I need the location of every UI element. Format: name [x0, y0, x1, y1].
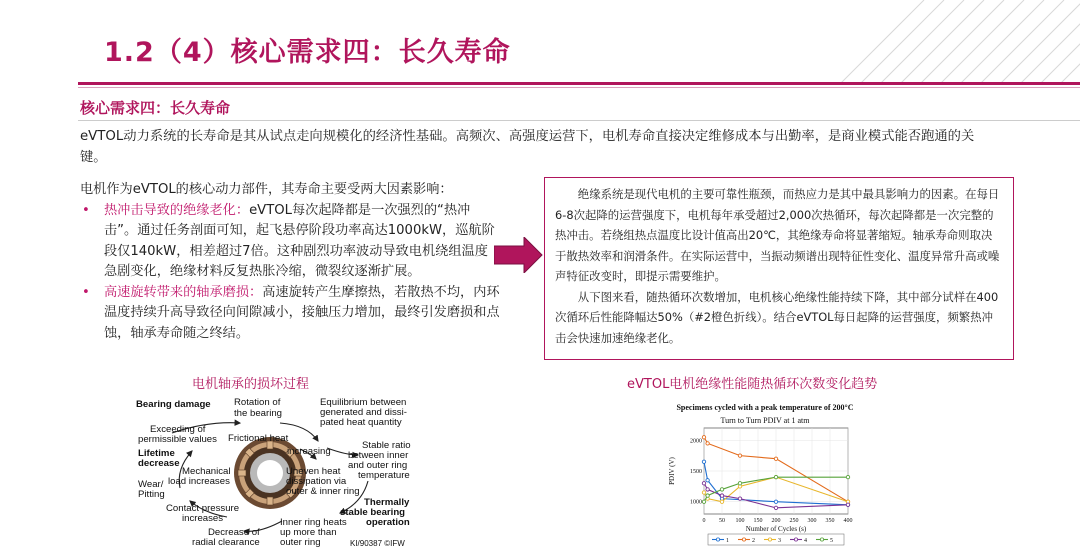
explainer-paragraph-2: 从下图来看，随热循环次数增加，电机核心绝缘性能持续下降，其中部分试样在400次循环后性能降幅达50%（#2橙色折线）。结合eVTOL每日起降的运营强度，频繁热冲击会快速加速绝缘老化。	[555, 289, 999, 345]
factor-item-bearing-wear	[80, 283, 500, 345]
y-tick-label: 2000	[690, 438, 702, 445]
series-point-4	[846, 503, 849, 506]
series-point-5	[774, 475, 777, 478]
x-tick-label: 50	[719, 518, 725, 524]
intro-paragraph: eVTOL动力系统的长寿命是其从试点走向规模化的经济性基础。高频次、高强度运营下，电机寿命直接决定维修成本与出勤率，是商业模式能否跑通的关键。	[80, 129, 975, 165]
bullet-icon: •	[82, 284, 90, 300]
chart-caption: eVTOL电机绝缘性能随热循环次数变化趋势	[627, 377, 878, 392]
label-frictional-heat: Frictional heat	[228, 433, 289, 444]
label-inner-ring-3: outer ring	[280, 537, 321, 548]
legend-marker-2	[742, 538, 745, 541]
title-rule-thin	[78, 87, 1080, 88]
x-axis-label: Number of Cycles (s)	[745, 525, 807, 533]
chart-subtitle: Turn to Turn PDIV at 1 atm	[720, 416, 810, 425]
x-tick-label: 100	[735, 518, 745, 524]
bearing-figure-caption: 电机轴承的损坏过程	[192, 377, 310, 392]
series-point-4	[738, 497, 741, 500]
label-uneven-heat: Uneven heat	[286, 466, 341, 477]
label-inner-ring: Inner ring heats	[280, 517, 347, 528]
series-point-4	[702, 482, 705, 485]
label-equilibrium-2: generated and dissi-	[320, 407, 407, 418]
section-rule	[78, 120, 1080, 121]
legend-marker-5	[820, 538, 823, 541]
label-contact-pressure-2: increases	[182, 513, 224, 524]
legend-label-1: 1	[726, 538, 729, 544]
legend-marker-4	[794, 538, 797, 541]
label-stable-ratio: Stable ratio	[362, 440, 411, 451]
series-point-5	[738, 482, 741, 485]
label-wear: Wear/	[138, 479, 164, 490]
explainer-paragraph-1: 绝缘系统是现代电机的主要可靠性瓶颈，而热应力是其中最具影响力的因素。在每日6-8次起降的运营强度下，电机每年承受超过2,000次热循环，每次起降都是一次完整的热冲击。若绕组热点温度比设计值高出20℃，其绝缘寿命将显著缩短。轴承寿命则取决于散热效率和润滑条件。在实际运营中，当振动频谱出现特征性变化、温度异常升高或噪声特征改变时，即提示需要维护。	[555, 187, 1000, 283]
legend-marker-3	[768, 538, 771, 541]
label-exceeding: Exceeding of	[150, 424, 206, 435]
series-point-1	[706, 479, 709, 482]
label-thermally-2: stable bearing	[340, 507, 406, 518]
series-point-5	[706, 494, 709, 497]
page-title: 1.2（4）核心需求四：长久寿命	[104, 37, 511, 68]
factor-highlight: 高速旋转带来的轴承磨损：	[104, 284, 263, 300]
bullet-icon: •	[82, 202, 90, 218]
series-point-4	[774, 506, 777, 509]
series-point-3	[702, 491, 705, 494]
label-increasing: increasing	[287, 446, 331, 457]
x-tick-label: 300	[807, 518, 817, 524]
series-point-2	[774, 457, 777, 460]
label-stable-ratio-3: and outer ring	[348, 460, 408, 471]
label-stable-ratio-2: between inner	[348, 450, 409, 461]
insulation-explainer-box	[544, 177, 1014, 360]
label-decrease-2: radial clearance	[192, 537, 260, 548]
label-wear-2: Pitting	[138, 489, 165, 500]
chart-title: Specimens cycled with a peak temperature of 200°C	[676, 403, 854, 412]
series-point-2	[702, 436, 705, 439]
factor-text	[104, 201, 500, 283]
legend-label-3: 3	[778, 538, 781, 544]
legend-label-4: 4	[804, 538, 807, 544]
label-equilibrium-3: pated heat quantity	[320, 417, 402, 428]
x-tick-label: 0	[702, 518, 706, 524]
y-tick-label: 1000	[690, 499, 702, 506]
x-tick-label: 150	[753, 518, 763, 524]
label-rotation: Rotation of	[234, 397, 281, 408]
series-point-5	[720, 488, 723, 491]
label-rotation-2: the bearing	[234, 408, 283, 419]
factor-text	[104, 283, 500, 345]
series-point-1	[774, 500, 777, 503]
right-arrow-icon	[494, 237, 544, 273]
series-point-5	[702, 500, 705, 503]
bearing-damage-diagram	[132, 393, 422, 552]
label-mechanical: Mechanical	[182, 466, 231, 477]
x-tick-label: 350	[825, 518, 835, 524]
section-heading: 核心需求四：长久寿命	[80, 99, 231, 117]
series-point-4	[706, 488, 709, 491]
legend-label-5: 5	[830, 538, 833, 544]
factors-lead: 电机作为eVTOL的核心动力部件，其寿命主要受两大因素影响：	[80, 182, 453, 197]
label-equilibrium: Equilibrium between	[320, 397, 407, 408]
factor-item-thermal-shock	[80, 201, 500, 283]
label-lifetime: Lifetime	[138, 448, 175, 459]
label-inner-ring-2: up more than	[280, 527, 337, 538]
series-point-2	[738, 454, 741, 457]
factors-block	[80, 180, 500, 344]
x-tick-label: 200	[771, 518, 781, 524]
label-decrease: Decrease of	[208, 527, 260, 538]
label-thermally-3: operation	[366, 517, 410, 528]
series-point-2	[706, 442, 709, 445]
title-rule	[78, 82, 1080, 85]
label-lifetime-2: decrease	[138, 458, 180, 469]
label-stable-ratio-4: temperature	[358, 470, 410, 481]
label-exceeding-2: permissible values	[138, 434, 217, 445]
legend-marker-1	[716, 538, 719, 541]
factor-body: eVTOL每次起降都是一次强烈的“热冲击”。通过任务剖面可知，起飞悬停阶段功率高达1000kW，巡航阶段仅140kW，相差超过7倍。这种剧烈功率波动导致电机绕组温度急剧变化，绝缘材料反复热胀冷缩，微裂纹逐渐扩展。	[104, 202, 495, 279]
factor-body: 高速旋转产生摩擦热，若散热不均，内环温度持续升高导致径向间隙减小，接触压力增加，最终引发磨损和点蚀，轴承寿命随之终结。	[104, 284, 500, 341]
series-point-4	[720, 494, 723, 497]
pdiv-line-chart	[660, 398, 870, 552]
legend-label-2: 2	[752, 538, 755, 544]
x-tick-label: 250	[789, 518, 799, 524]
y-axis-label: PDIV (V)	[668, 457, 676, 485]
series-point-3	[720, 500, 723, 503]
label-mechanical-2: load increases	[168, 476, 230, 487]
x-tick-label: 400	[843, 518, 853, 524]
y-tick-label: 1500	[690, 469, 702, 475]
factor-highlight: 热冲击导致的绝缘老化：	[104, 202, 250, 218]
label-contact-pressure: Contact pressure	[166, 503, 240, 514]
label-bearing-damage: Bearing damage	[136, 399, 211, 410]
series-point-5	[846, 475, 849, 478]
label-uneven-heat-3: outer & inner ring	[286, 486, 360, 497]
label-uneven-heat-2: dissipation via	[286, 476, 347, 487]
label-thermally: Thermally	[364, 497, 410, 508]
label-credit: KI/90387 ©IFW	[350, 539, 405, 548]
series-point-1	[702, 460, 705, 463]
